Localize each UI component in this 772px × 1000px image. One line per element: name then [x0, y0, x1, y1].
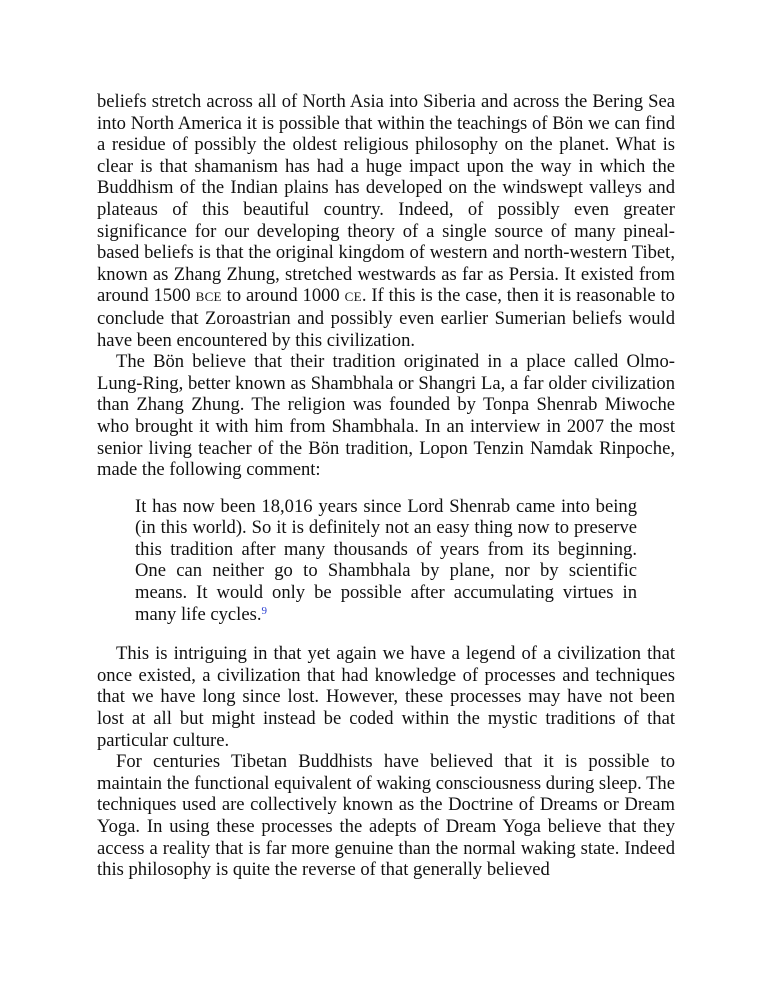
paragraph-text: . If this is the case, then it is reasonable to conclude that Zoroastrian and possibly even earlier Sumerian beliefs would have been encountered by this civilization. [97, 285, 675, 351]
era-abbreviation-bce: BCE [195, 289, 222, 305]
book-page [97, 91, 675, 881]
paragraph-legend: This is intriguing in that yet again we have a legend of a civilization that once existed, a civilization that had knowledge of processes and techniques that we have long since lost. However, these processes may have not been lost at all but might instead be coded within the mystic traditions of that particular culture. [97, 643, 675, 751]
paragraph-bon-origin: The Bön believe that their tradition originated in a place called Olmo-Lung-Ring, better known as Shambhala or Shangri La, a far older civilization than Zhang Zhung. The religion was founded by Tonpa Shenrab Miwoche who brought it with him from Shambhala. In an interview in 2007 the most senior living teacher of the Bön tradition, Lopon Tenzin Namdak Rinpoche, made the following comment: [97, 351, 675, 481]
footnote-link[interactable]: 9 [261, 604, 267, 617]
era-abbreviation-ce: CE [344, 289, 362, 305]
quote-text: It has now been 18,016 years since Lord Shenrab came into being (in this world). So it is definitely not an easy thing now to preserve this tradition after many thousands of years from its beginning. One can neither go to Shambhala by plane, nor by scientific means. It would only be possible after accumulating virtues in many life cycles. [135, 495, 637, 625]
paragraph-dream-yoga: For centuries Tibetan Buddhists have believed that it is possible to maintain the functional equivalent of waking consciousness during sleep. The techniques used are collectively known as the Doctrine of Dreams or Dream Yoga. In using these processes the adepts of Dream Yoga believe that they access a reality that is far more genuine than the normal waking state. Indeed this philosophy is quite the reverse of that generally believed [97, 751, 675, 881]
paragraph-zhang-zhung [97, 91, 675, 351]
block-quote [135, 496, 637, 626]
paragraph-text: beliefs stretch across all of North Asia into Siberia and across the Bering Sea into North America it is possible that within the teachings of Bön we can find a residue of possibly the oldest religious philosophy on the planet. What is clear is that shamanism has had a huge impact upon the way in which the Buddhism of the Indian plains has developed on the windswept valleys and plateaus of this beautiful country. Indeed, of possibly even greater significance for our developing theory of a single source of many pineal-based beliefs is that the original kingdom of western and north-western Tibet, known as Zhang Zhung, stretched westwards as far as Persia. It existed from around 1500 [97, 91, 675, 307]
paragraph-text: to around 1000 [221, 285, 345, 307]
